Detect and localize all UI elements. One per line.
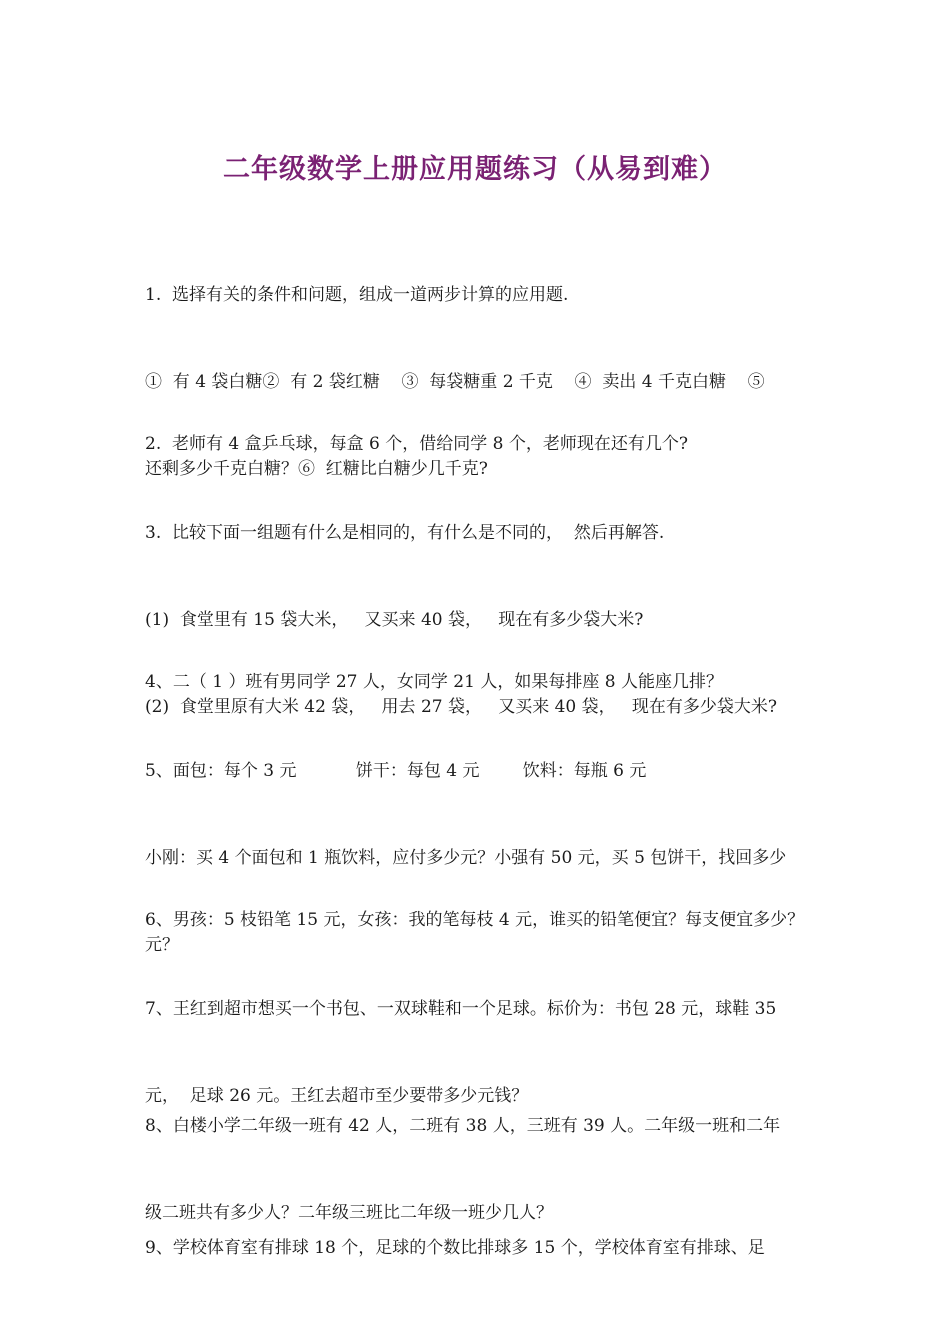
- question-line: 4、二（ 1 ）班有男同学 27 人，女同学 21 人，如果每排座 8 人能座几排？: [145, 672, 723, 692]
- question-9: [145, 1176, 815, 1321]
- question-line: 2. 老师有 4 盒乒乓球，每盒 6 个，借给同学 8 个，老师现在还有几个?: [145, 434, 689, 454]
- page-title: 二年级数学上册应用题练习（从易到难）: [223, 154, 727, 185]
- question-line: (2) 食堂里原有大米 42 袋， 用去 27 袋， 又买来 40 袋， 现在有多少袋大米?: [145, 697, 777, 717]
- question-line: 小刚：买 4 个面包和 1 瓶饮料，应付多少元？小强有 50 元，买 5 包饼干，找回多少: [145, 848, 787, 868]
- question-line: 1. 选择有关的条件和问题，组成一道两步计算的应用题.: [145, 285, 569, 305]
- question-line: 3. 比较下面一组题有什么是相同的，有什么是不同的， 然后再解答.: [145, 523, 665, 543]
- question-line: ① 有 4 袋白糖② 有 2 袋红糖 ③ 每袋糖重 2 千克 ④ 卖出 4 千克白糖 ⑤: [145, 372, 765, 392]
- question-line: 5、面包：每个 3 元 饼干：每包 4 元 饮料：每瓶 6 元: [145, 761, 647, 781]
- question-line: 还剩多少千克白糖？⑥ 红糖比白糖少几千克?: [145, 459, 488, 479]
- question-line: 7、王红到超市想买一个书包、一双球鞋和一个足球。标价为：书包 28 元，球鞋 35: [145, 999, 777, 1019]
- question-line: 9、学校体育室有排球 18 个，足球的个数比排球多 15 个，学校体育室有排球、足: [145, 1238, 765, 1258]
- question-line: 6、男孩：5 枝铅笔 15 元，女孩：我的笔每枝 4 元，谁买的铅笔便宜？每支便宜多少？: [145, 910, 805, 930]
- question-line: 8、白楼小学二年级一班有 42 人，二班有 38 人，三班有 39 人。二年级一班和二年: [145, 1116, 781, 1136]
- question-line: 级二班共有多少人？二年级三班比二年级一班少几人？: [145, 1203, 553, 1223]
- question-line: (1) 食堂里有 15 袋大米， 又买来 40 袋， 现在有多少袋大米?: [145, 610, 644, 630]
- question-line: 元， 足球 26 元。王红去超市至少要带多少元钱？: [145, 1086, 529, 1106]
- question-line: 元？: [145, 935, 179, 955]
